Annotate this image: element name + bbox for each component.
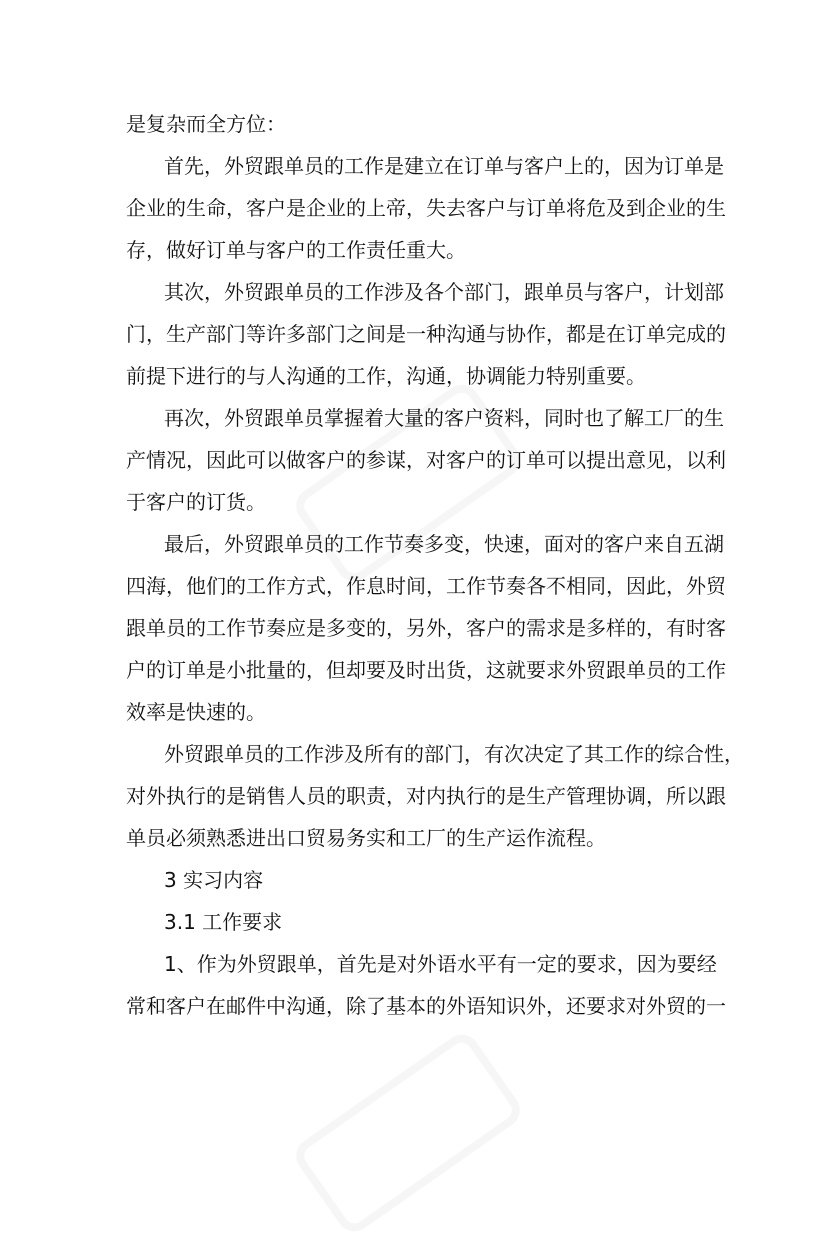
text-line: 存，做好订单与客户的工作责任重大。 — [126, 238, 466, 262]
text-line: 效率是快速的。 — [126, 700, 266, 724]
text-line: 其次，外贸跟单员的工作涉及各个部门，跟单员与客户，计划部 — [164, 280, 724, 304]
text-line: 于客户的订货。 — [126, 490, 266, 514]
text-line: 外贸跟单员的工作涉及所有的部门，有次决定了其工作的综合性， — [164, 742, 744, 766]
text-line: 对外执行的是销售人员的职责，对内执行的是生产管理协调，所以跟 — [126, 784, 726, 808]
text-line: 再次，外贸跟单员掌握着大量的客户资料，同时也了解工厂的生 — [164, 406, 724, 430]
text-line: 首先，外贸跟单员的工作是建立在订单与客户上的，因为订单是 — [164, 154, 724, 178]
section-heading: 3 实习内容 — [164, 868, 264, 892]
subsection-heading: 3.1 工作要求 — [164, 910, 283, 934]
text-line: 企业的生命，客户是企业的上帝，失去客户与订单将危及到企业的生 — [126, 196, 726, 220]
watermark-mark — [289, 1028, 527, 1238]
text-line: 是复杂而全方位： — [126, 112, 286, 136]
text-line: 户的订单是小批量的，但却要及时出货，这就要求外贸跟单员的工作 — [126, 658, 726, 682]
text-line: 产情况，因此可以做客户的参谋，对客户的订单可以提出意见，以利 — [126, 448, 726, 472]
text-line: 跟单员的工作节奏应是多变的，另外，客户的需求是多样的，有时客 — [126, 616, 726, 640]
text-line: 1、作为外贸跟单，首先是对外语水平有一定的要求，因为要经 — [164, 952, 717, 976]
text-line: 常和客户在邮件中沟通，除了基本的外语知识外，还要求对外贸的一 — [126, 994, 726, 1018]
text-line: 前提下进行的与人沟通的工作，沟通，协调能力特别重要。 — [126, 364, 646, 388]
text-line: 门，生产部门等许多部门之间是一种沟通与协作，都是在订单完成的 — [126, 322, 726, 346]
text-line: 单员必须熟悉进出口贸易务实和工厂的生产运作流程。 — [126, 826, 606, 850]
text-line: 最后，外贸跟单员的工作节奏多变，快速，面对的客户来自五湖 — [164, 532, 724, 556]
text-line: 四海，他们的工作方式，作息时间，工作节奏各不相同，因此，外贸 — [126, 574, 726, 598]
